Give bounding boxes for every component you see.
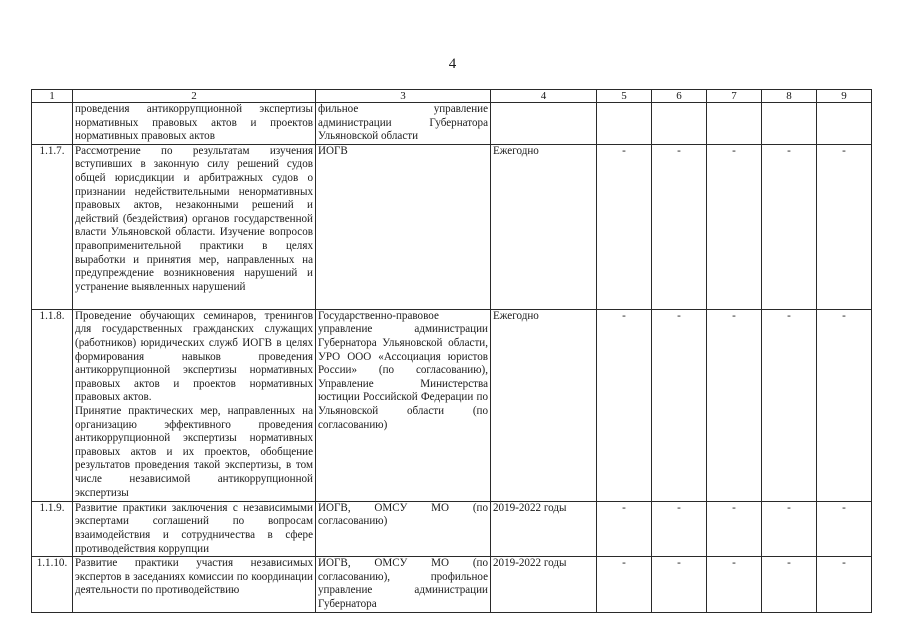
- item-col8: -: [762, 309, 817, 501]
- item-col5: [597, 103, 652, 145]
- col-header-4: 4: [491, 90, 597, 103]
- item-col9: -: [817, 309, 872, 501]
- description-paragraph: Развитие практики заключения с независимыми экспертами соглашений по вопросам взаимодействия и сотрудничества в сфере противодействия коррупции: [75, 501, 313, 555]
- item-col6: -: [652, 144, 707, 309]
- item-col8: -: [762, 557, 817, 612]
- item-term: 2019-2022 годы: [491, 501, 597, 556]
- item-col7: -: [707, 144, 762, 309]
- item-description: [73, 103, 316, 145]
- item-col7: [707, 103, 762, 145]
- col-header-9: 9: [817, 90, 872, 103]
- col-header-1: 1: [32, 90, 73, 103]
- table-row: [32, 103, 872, 145]
- item-executor: Государственно-правовое управление администрации Губернатора Ульяновской области, УРО ООО «Ассоциация юристов России» (по согласованию), Управление Министерства юстиции Российской Федерации по Ульяновской области (по согласованию): [316, 309, 491, 501]
- item-term: Ежегодно: [491, 309, 597, 501]
- description-paragraph: Рассмотрение по результатам изучения вступивших в законную силу решений судов общей юрисдикции и арбитражных судов о признании недействительными ненормативных правовых актов, незаконными решений и действий (бездействия) органов государственной власти Ульяновской области. Изучение вопросов правоприменительной практики в целях выработки и принятия мер, направленных на предупреждение возникновения нарушений и устранение выявленных нарушений: [75, 144, 313, 293]
- item-col9: -: [817, 144, 872, 309]
- header-row: [32, 90, 872, 103]
- item-number: 1.1.7.: [32, 144, 73, 309]
- description-paragraph: Проведение обучающих семинаров, тренингов для государственных гражданских служащих (работников) юридических служб ИОГВ в целях формирования навыков проведения антикоррупционной экспертизы нормативных правовых актов и проектов нормативных правовых актов.: [75, 309, 313, 404]
- item-col6: -: [652, 557, 707, 612]
- item-number: [32, 103, 73, 145]
- table-row: [32, 557, 872, 612]
- item-description: [73, 309, 316, 501]
- item-executor: фильное управление администрации Губернатора Ульяновской области: [316, 103, 491, 145]
- item-col5: -: [597, 144, 652, 309]
- item-col5: -: [597, 309, 652, 501]
- item-col7: -: [707, 309, 762, 501]
- col-header-3: 3: [316, 90, 491, 103]
- item-col5: -: [597, 557, 652, 612]
- item-col9: -: [817, 501, 872, 556]
- table-row: [32, 309, 872, 501]
- description-paragraph: Принятие практических мер, направленных на организацию эффективного проведения антикоррупционной экспертизы нормативных правовых актов и их проектов, обобщение результатов проведения такой экспертизы, в том числе независимой антикоррупционной экспертизы: [75, 404, 313, 499]
- item-col7: -: [707, 501, 762, 556]
- item-col9: -: [817, 557, 872, 612]
- item-description: [73, 144, 316, 309]
- item-col6: -: [652, 501, 707, 556]
- item-col6: [652, 103, 707, 145]
- page-number: 4: [448, 56, 457, 72]
- item-number: 1.1.10.: [32, 557, 73, 612]
- item-col8: -: [762, 501, 817, 556]
- item-term: 2019-2022 годы: [491, 557, 597, 612]
- item-col9: [817, 103, 872, 145]
- item-col7: -: [707, 557, 762, 612]
- item-executor: ИОГВ, ОМСУ МО (по согласованию): [316, 501, 491, 556]
- col-header-7: 7: [707, 90, 762, 103]
- action-plan-table: [31, 89, 872, 613]
- item-col6: -: [652, 309, 707, 501]
- description-paragraph: проведения антикоррупционной экспертизы нормативных правовых актов и проектов нормативных правовых актов: [75, 103, 313, 143]
- table-row: [32, 144, 872, 309]
- item-number: 1.1.9.: [32, 501, 73, 556]
- item-col5: -: [597, 501, 652, 556]
- col-header-8: 8: [762, 90, 817, 103]
- table-row: [32, 501, 872, 556]
- item-col8: [762, 103, 817, 145]
- item-executor: ИОГВ: [316, 144, 491, 309]
- item-description: [73, 557, 316, 612]
- description-paragraph: Развитие практики участия независимых экспертов в заседаниях комиссии по координации деятельности по противодействию: [75, 557, 313, 597]
- item-executor: ИОГВ, ОМСУ МО (по согласованию), профильное управление администрации Губернатора: [316, 557, 491, 612]
- item-number: 1.1.8.: [32, 309, 73, 501]
- col-header-5: 5: [597, 90, 652, 103]
- item-description: [73, 501, 316, 556]
- item-col8: -: [762, 144, 817, 309]
- col-header-2: 2: [73, 90, 316, 103]
- col-header-6: 6: [652, 90, 707, 103]
- item-term: [491, 103, 597, 145]
- item-term: Ежегодно: [491, 144, 597, 309]
